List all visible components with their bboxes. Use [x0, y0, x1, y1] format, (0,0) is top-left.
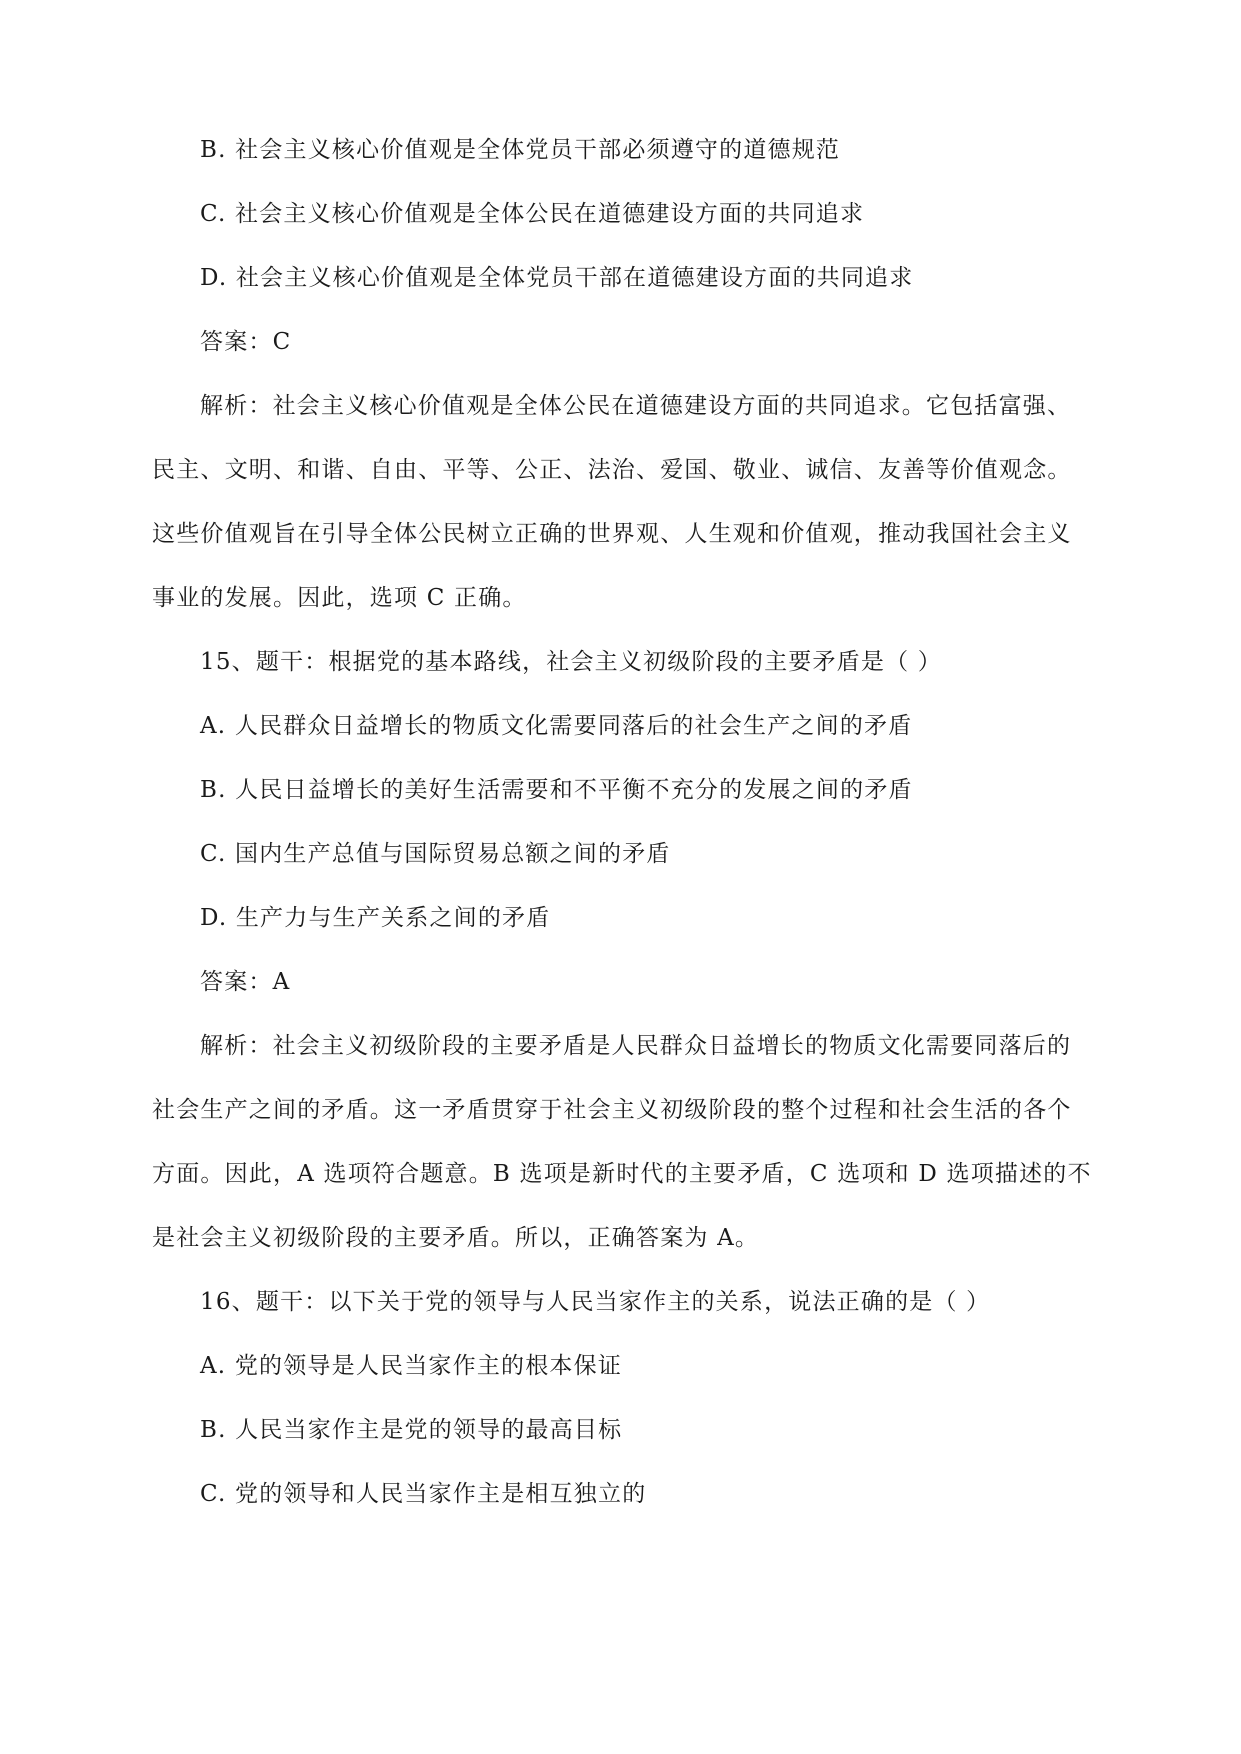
- q14-analysis-line-2: 民主、文明、和谐、自由、平等、公正、法治、爱国、敬业、诚信、友善等价值观念。: [152, 457, 1072, 483]
- q14-answer: 答案：C: [200, 329, 292, 355]
- q15-analysis-line-3: 方面。因此，A 选项符合题意。B 选项是新时代的主要矛盾，C 选项和 D 选项描述的不: [152, 1161, 1092, 1187]
- q15-stem: 15、题干：根据党的基本路线，社会主义初级阶段的主要矛盾是（ ）: [200, 649, 942, 675]
- q15-analysis-line-4: 是社会主义初级阶段的主要矛盾。所以，正确答案为 A。: [152, 1225, 760, 1251]
- q16-option-b: B. 人民当家作主是党的领导的最高目标: [200, 1417, 623, 1443]
- q15-option-a: A. 人民群众日益增长的物质文化需要同落后的社会生产之间的矛盾: [200, 713, 913, 739]
- q14-analysis-line-4: 事业的发展。因此，选项 C 正确。: [152, 585, 527, 611]
- q16-option-c: C. 党的领导和人民当家作主是相互独立的: [200, 1481, 647, 1507]
- q14-option-b: B. 社会主义核心价值观是全体党员干部必须遵守的道德规范: [200, 137, 841, 163]
- q15-option-c: C. 国内生产总值与国际贸易总额之间的矛盾: [200, 841, 671, 867]
- q14-option-d: D. 社会主义核心价值观是全体党员干部在道德建设方面的共同追求: [200, 265, 914, 291]
- q14-analysis-line-1: 解析：社会主义核心价值观是全体公民在道德建设方面的共同追求。它包括富强、: [200, 393, 1072, 419]
- q15-answer: 答案：A: [200, 969, 291, 995]
- q14-option-c: C. 社会主义核心价值观是全体公民在道德建设方面的共同追求: [200, 201, 865, 227]
- q15-analysis-line-2: 社会生产之间的矛盾。这一矛盾贯穿于社会主义初级阶段的整个过程和社会生活的各个: [152, 1097, 1072, 1123]
- q15-option-b: B. 人民日益增长的美好生活需要和不平衡不充分的发展之间的矛盾: [200, 777, 913, 803]
- q16-stem: 16、题干：以下关于党的领导与人民当家作主的关系，说法正确的是（ ）: [200, 1289, 991, 1315]
- q15-analysis-line-1: 解析：社会主义初级阶段的主要矛盾是人民群众日益增长的物质文化需要同落后的: [200, 1033, 1072, 1059]
- q15-option-d: D. 生产力与生产关系之间的矛盾: [200, 905, 551, 931]
- q16-option-a: A. 党的领导是人民当家作主的根本保证: [200, 1353, 623, 1379]
- q14-analysis-line-3: 这些价值观旨在引导全体公民树立正确的世界观、人生观和价值观，推动我国社会主义: [152, 521, 1072, 547]
